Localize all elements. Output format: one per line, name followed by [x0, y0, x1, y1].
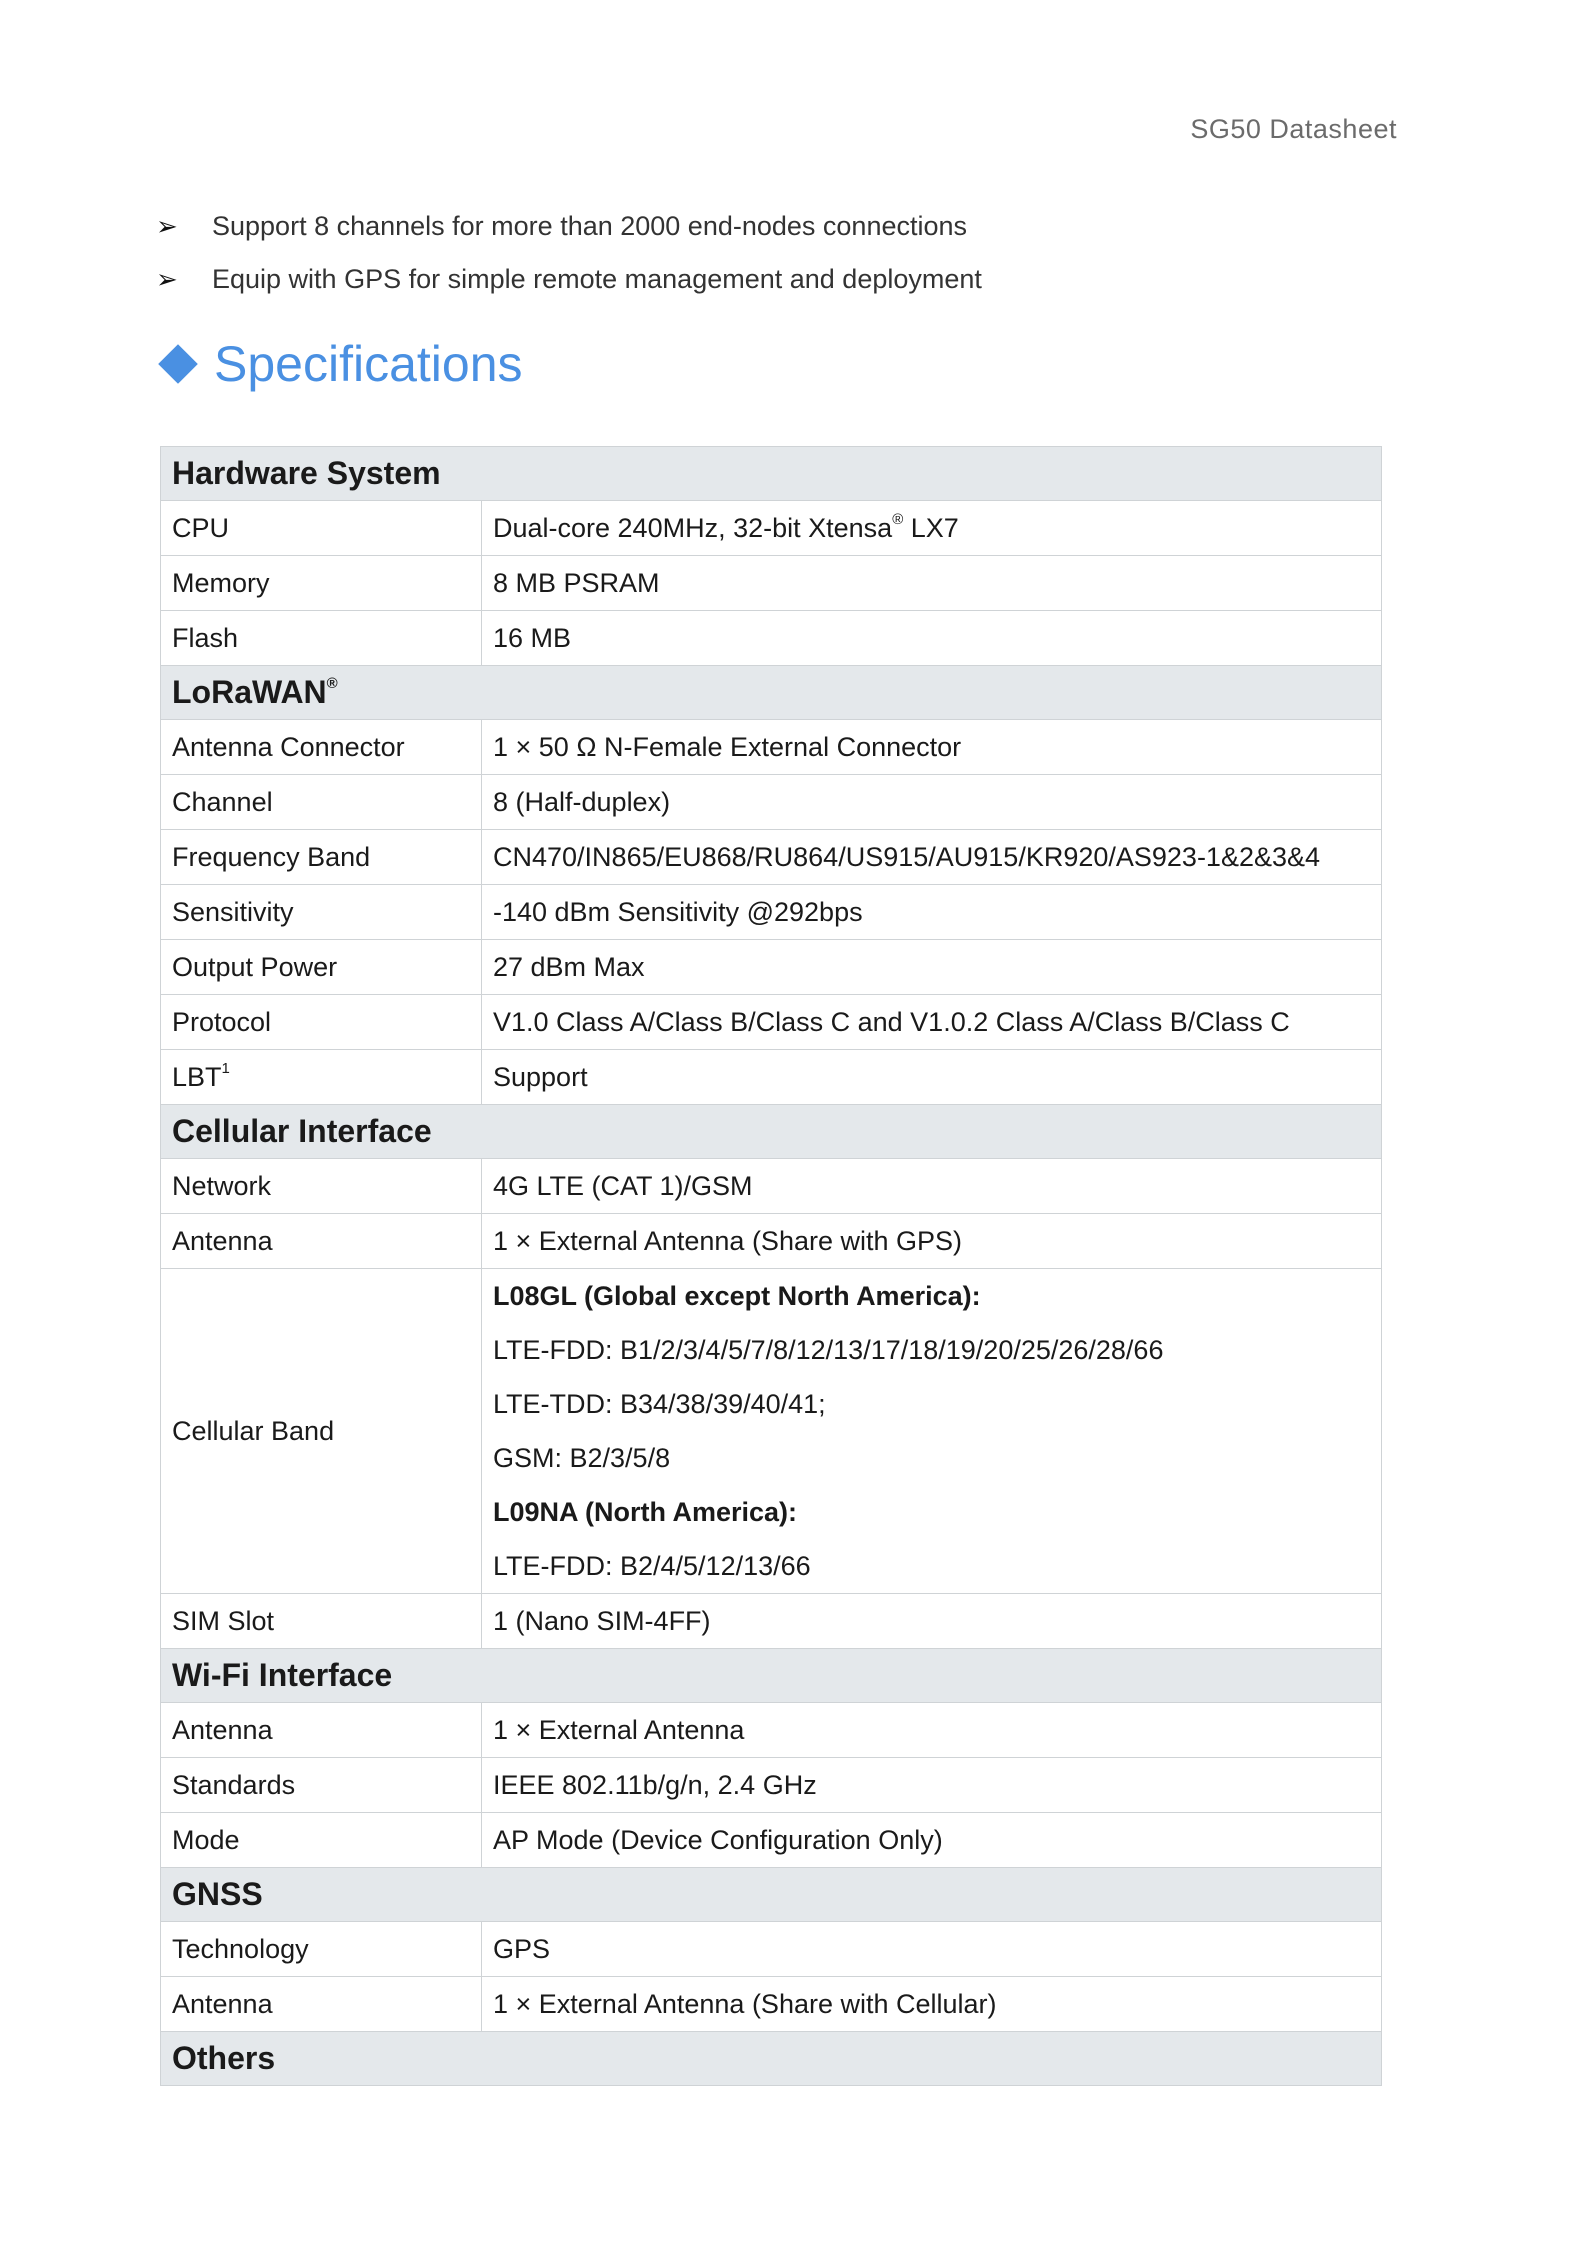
footnote-superscript: 1	[221, 1059, 230, 1077]
spec-value-text: 1 × 50 Ω N-Female External Connector	[493, 731, 962, 762]
spec-label	[161, 995, 482, 1050]
table-row	[161, 1758, 1382, 1813]
spec-label-text: Output Power	[172, 951, 338, 982]
spec-label	[161, 611, 482, 666]
spec-label-text: Mode	[172, 1824, 240, 1855]
spec-value	[482, 995, 1382, 1050]
group-title	[161, 447, 1382, 501]
spec-value	[482, 1922, 1382, 1977]
arrow-bullet-icon: ➢	[156, 211, 178, 241]
spec-value	[482, 830, 1382, 885]
table-row	[161, 1159, 1382, 1214]
spec-label-text: Network	[172, 1170, 272, 1201]
spec-value-text: 1 (Nano SIM-4FF)	[493, 1605, 711, 1636]
spec-label	[161, 720, 482, 775]
table-row	[161, 885, 1382, 940]
spec-label-text: Cellular Band	[172, 1415, 335, 1446]
spec-value-text: 1 × External Antenna (Share with Cellular)	[493, 1988, 997, 2019]
spec-label-text: Technology	[172, 1933, 309, 1964]
table-row	[161, 995, 1382, 1050]
group-title-text: Others	[172, 2040, 276, 2076]
table-row	[161, 1922, 1382, 1977]
band-line: LTE-TDD: B34/38/39/40/41;	[493, 1388, 826, 1419]
spec-label-text: LBT	[172, 1061, 222, 1092]
table-row	[161, 720, 1382, 775]
spec-value	[482, 775, 1382, 830]
spec-value-text: Support	[493, 1061, 588, 1092]
spec-value	[482, 1594, 1382, 1649]
spec-label	[161, 1977, 482, 2032]
spec-value	[482, 556, 1382, 611]
arrow-bullet-icon: ➢	[156, 264, 178, 294]
spec-label	[161, 1159, 482, 1214]
table-row	[161, 940, 1382, 995]
spec-label-text: Channel	[172, 786, 273, 817]
table-row	[161, 775, 1382, 830]
group-title	[161, 1105, 1382, 1159]
spec-label-text: Protocol	[172, 1006, 272, 1037]
table-row	[161, 1269, 1382, 1594]
spec-value	[482, 1050, 1382, 1105]
trademark-superscript: ®	[326, 675, 338, 693]
spec-value-text: GPS	[493, 1933, 551, 1964]
spec-label	[161, 1703, 482, 1758]
spec-value	[482, 1813, 1382, 1868]
table-row	[161, 1977, 1382, 2032]
group-title-text: Cellular Interface	[172, 1113, 432, 1149]
spec-label-text: Frequency Band	[172, 841, 371, 872]
group-header-row	[161, 2032, 1382, 2086]
table-row	[161, 1703, 1382, 1758]
spec-value-text: 27 dBm Max	[493, 951, 645, 982]
group-header-row	[161, 1649, 1382, 1703]
spec-value-text: Dual-core 240MHz, 32-bit Xtensa	[493, 512, 893, 543]
group-header-row	[161, 1868, 1382, 1922]
group-title-text: GNSS	[172, 1876, 263, 1912]
spec-label-text: Antenna	[172, 1988, 273, 2019]
spec-value	[482, 885, 1382, 940]
group-title	[161, 1868, 1382, 1922]
band-model-heading: L08GL (Global except North America):	[493, 1280, 981, 1311]
feature-list	[156, 200, 1416, 306]
spec-value	[482, 1269, 1382, 1594]
spec-label	[161, 830, 482, 885]
group-title-text: Wi-Fi Interface	[172, 1657, 393, 1693]
table-row	[161, 1050, 1382, 1105]
group-title	[161, 2032, 1382, 2086]
spec-label	[161, 501, 482, 556]
spec-label-text: Flash	[172, 622, 239, 653]
spec-label	[161, 1594, 482, 1649]
spec-label-text: Antenna	[172, 1714, 273, 1745]
diamond-icon	[158, 344, 198, 384]
band-model-heading: L09NA (North America):	[493, 1496, 798, 1527]
spec-label	[161, 940, 482, 995]
spec-value	[482, 940, 1382, 995]
group-title	[161, 666, 1382, 720]
spec-value-text: CN470/IN865/EU868/RU864/US915/AU915/KR920/AS923-1&2&3&4	[493, 841, 1321, 872]
spec-value-text: 4G LTE (CAT 1)/GSM	[493, 1170, 753, 1201]
table-row	[161, 611, 1382, 666]
group-title	[161, 1649, 1382, 1703]
spec-label-text: Memory	[172, 567, 270, 598]
spec-value	[482, 1977, 1382, 2032]
bullet-text: Support 8 channels for more than 2000 end-nodes connections	[212, 211, 968, 241]
spec-label	[161, 885, 482, 940]
spec-label-text: Antenna Connector	[172, 731, 405, 762]
table-row	[161, 1594, 1382, 1649]
spec-value-text: AP Mode (Device Configuration Only)	[493, 1824, 943, 1855]
spec-value-text: 1 × External Antenna	[493, 1714, 745, 1745]
spec-value	[482, 1214, 1382, 1269]
spec-label	[161, 1813, 482, 1868]
spec-value	[482, 1159, 1382, 1214]
spec-value-text: 1 × External Antenna (Share with GPS)	[493, 1225, 963, 1256]
table-row	[161, 1214, 1382, 1269]
list-item	[156, 253, 1416, 306]
spec-value-text: 8 (Half-duplex)	[493, 786, 671, 817]
spec-label	[161, 556, 482, 611]
spec-value-text: -140 dBm Sensitivity @292bps	[493, 896, 863, 927]
spec-value	[482, 611, 1382, 666]
spec-label	[161, 1758, 482, 1813]
spec-value-suffix: LX7	[903, 512, 959, 543]
band-line: GSM: B2/3/5/8	[493, 1442, 671, 1473]
table-row	[161, 1813, 1382, 1868]
spec-value-text: IEEE 802.11b/g/n, 2.4 GHz	[493, 1769, 817, 1800]
spec-label	[161, 1050, 482, 1105]
spec-label	[161, 1269, 482, 1594]
spec-label	[161, 1922, 482, 1977]
specifications-table	[160, 446, 1382, 2086]
group-title-text: LoRaWAN	[172, 674, 327, 710]
spec-value	[482, 720, 1382, 775]
spec-label-text: SIM Slot	[172, 1605, 275, 1636]
section-title-text: Specifications	[214, 336, 523, 392]
table-row	[161, 556, 1382, 611]
spec-label-text: Antenna	[172, 1225, 273, 1256]
group-header-row	[161, 666, 1382, 720]
section-heading	[158, 335, 523, 393]
band-line: LTE-FDD: B1/2/3/4/5/7/8/12/13/17/18/19/20/25/26/28/66	[493, 1334, 1164, 1365]
table-row	[161, 830, 1382, 885]
spec-label-text: Sensitivity	[172, 896, 294, 927]
document-title: SG50 Datasheet	[1190, 114, 1397, 144]
spec-value	[482, 501, 1382, 556]
spec-value	[482, 1758, 1382, 1813]
group-title-text: Hardware System	[172, 455, 441, 491]
trademark-superscript: ®	[892, 510, 904, 528]
spec-label	[161, 1214, 482, 1269]
band-line: LTE-FDD: B2/4/5/12/13/66	[493, 1550, 811, 1581]
group-header-row	[161, 1105, 1382, 1159]
spec-value	[482, 1703, 1382, 1758]
list-item	[156, 200, 1416, 253]
spec-label-text: Standards	[172, 1769, 296, 1800]
spec-value-text: 16 MB	[493, 622, 572, 653]
spec-label-text: CPU	[172, 512, 230, 543]
table-row	[161, 501, 1382, 556]
bullet-text: Equip with GPS for simple remote management and deployment	[212, 264, 982, 294]
spec-value-text: V1.0 Class A/Class B/Class C and V1.0.2 Class A/Class B/Class C	[493, 1006, 1290, 1037]
spec-value-text: 8 MB PSRAM	[493, 567, 660, 598]
spec-label	[161, 775, 482, 830]
group-header-row	[161, 447, 1382, 501]
